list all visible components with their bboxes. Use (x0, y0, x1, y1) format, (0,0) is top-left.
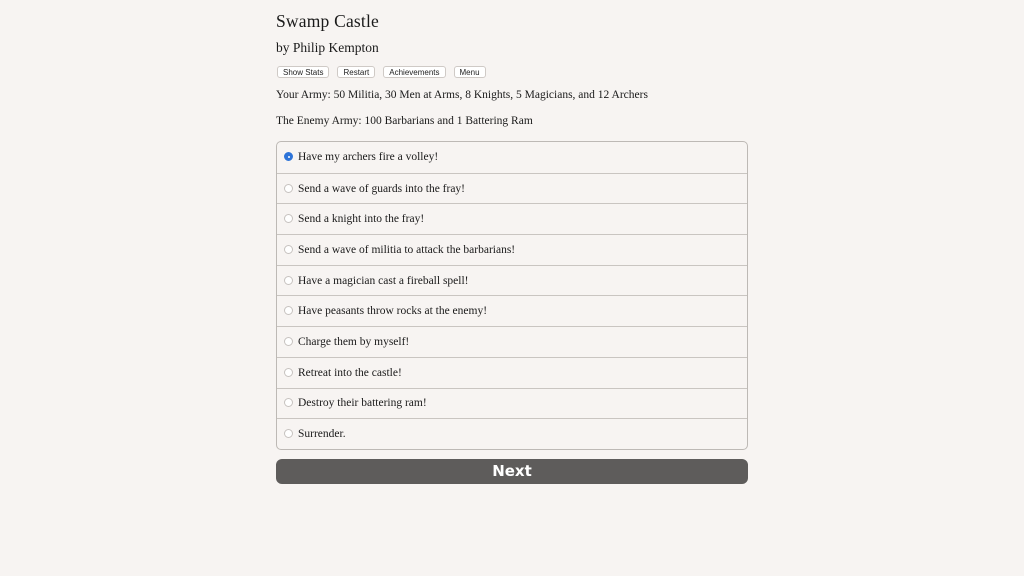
choice-label: Send a wave of militia to attack the barbarians! (298, 243, 516, 256)
choice-label: Retreat into the castle! (298, 366, 402, 379)
choice-item[interactable] (277, 357, 747, 388)
choice-item[interactable] (277, 388, 747, 419)
achievements-button[interactable]: Achievements (383, 66, 445, 78)
author-line: by Philip Kempton (276, 40, 379, 55)
radio-button-icon[interactable] (284, 184, 293, 193)
radio-button-icon[interactable] (284, 337, 293, 346)
choice-item[interactable] (277, 234, 747, 265)
radio-button-icon[interactable] (284, 245, 293, 254)
radio-button-icon[interactable] (284, 306, 293, 315)
show-stats-button[interactable]: Show Stats (277, 66, 329, 78)
radio-button-icon[interactable] (284, 276, 293, 285)
radio-button-icon[interactable] (284, 429, 293, 438)
choice-item[interactable] (277, 295, 747, 326)
your-army-text: Your Army: 50 Militia, 30 Men at Arms, 8 Knights, 5 Magicians, and 12 Archers (276, 89, 648, 101)
menu-button[interactable]: Menu (454, 66, 486, 78)
restart-button[interactable]: Restart (337, 66, 375, 78)
next-button[interactable]: Next (276, 459, 748, 484)
choice-item[interactable] (277, 265, 747, 296)
radio-button-icon[interactable] (284, 368, 293, 377)
choice-label: Send a wave of guards into the fray! (298, 182, 466, 195)
choice-label: Have my archers fire a volley! (298, 151, 439, 164)
radio-button-icon[interactable] (284, 214, 293, 223)
choice-item[interactable] (277, 418, 747, 449)
enemy-army-text: The Enemy Army: 100 Barbarians and 1 Battering Ram (276, 115, 533, 127)
choice-label: Destroy their battering ram! (298, 397, 427, 410)
choice-item[interactable] (277, 142, 747, 173)
radio-button-icon[interactable] (284, 398, 293, 407)
choice-label: Charge them by myself! (298, 335, 410, 348)
game-title: Swamp Castle (276, 11, 380, 31)
choice-list (276, 141, 748, 450)
radio-button-icon[interactable] (284, 152, 293, 161)
choice-label: Surrender. (298, 428, 346, 441)
choice-label: Send a knight into the fray! (298, 213, 425, 226)
choice-item[interactable] (277, 173, 747, 204)
choice-item[interactable] (277, 326, 747, 357)
choice-item[interactable] (277, 203, 747, 234)
choice-label: Have a magician cast a fireball spell! (298, 274, 469, 287)
toolbar (277, 66, 486, 78)
choice-label: Have peasants throw rocks at the enemy! (298, 305, 488, 318)
